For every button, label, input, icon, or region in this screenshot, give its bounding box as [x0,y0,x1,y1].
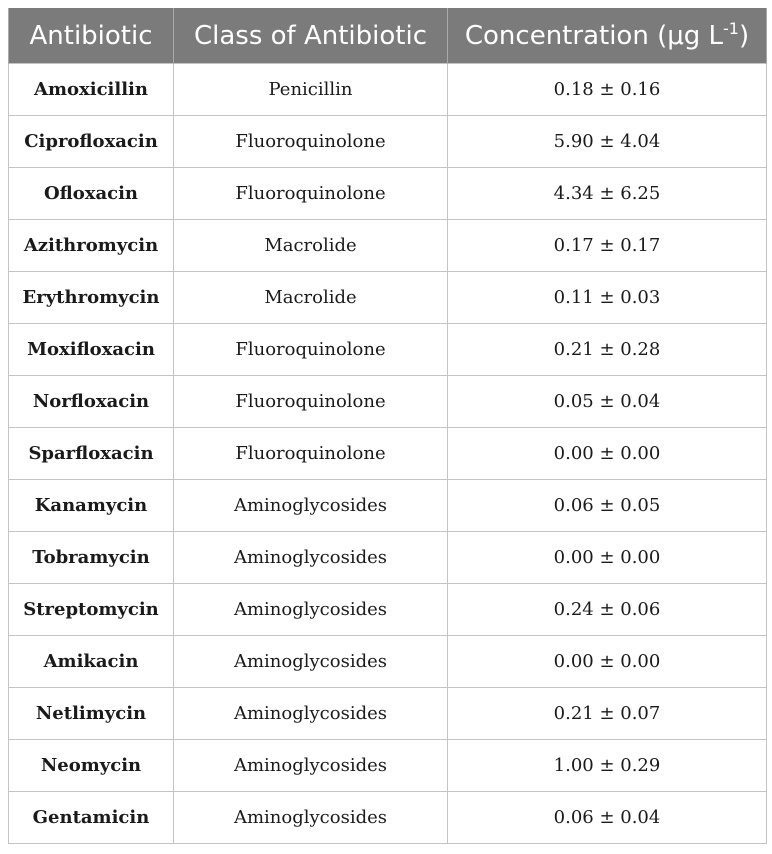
cell-class: Aminoglycosides [174,584,448,636]
cell-class: Aminoglycosides [174,740,448,792]
table-row [9,792,767,844]
cell-antibiotic: Moxifloxacin [9,324,174,376]
cell-antibiotic: Amoxicillin [9,64,174,116]
cell-class: Fluoroquinolone [174,116,448,168]
cell-concentration: 0.00 ± 0.00 [448,532,767,584]
table-row [9,428,767,480]
cell-concentration: 5.90 ± 4.04 [448,116,767,168]
header-class: Class of Antibiotic [174,8,448,64]
cell-class: Penicillin [174,64,448,116]
cell-antibiotic: Tobramycin [9,532,174,584]
cell-concentration: 0.06 ± 0.04 [448,792,767,844]
table-row [9,376,767,428]
table-row [9,116,767,168]
cell-antibiotic: Ofloxacin [9,168,174,220]
antibiotic-table [8,8,767,844]
cell-class: Fluoroquinolone [174,324,448,376]
table-row [9,480,767,532]
table-row [9,168,767,220]
cell-concentration: 0.17 ± 0.17 [448,220,767,272]
cell-antibiotic: Netlimycin [9,688,174,740]
table-header-row [9,8,767,64]
cell-class: Macrolide [174,220,448,272]
cell-antibiotic: Streptomycin [9,584,174,636]
cell-concentration: 0.05 ± 0.04 [448,376,767,428]
cell-concentration: 0.21 ± 0.07 [448,688,767,740]
table-row [9,688,767,740]
cell-class: Aminoglycosides [174,480,448,532]
table-row [9,636,767,688]
header-concentration-text: Concentration (μg L [464,20,724,51]
cell-concentration: 0.00 ± 0.00 [448,428,767,480]
cell-concentration: 0.06 ± 0.05 [448,480,767,532]
cell-concentration: 0.21 ± 0.28 [448,324,767,376]
cell-class: Aminoglycosides [174,688,448,740]
cell-class: Fluoroquinolone [174,376,448,428]
antibiotic-table-container [8,8,766,844]
table-row [9,740,767,792]
table-body [9,64,767,844]
cell-antibiotic: Amikacin [9,636,174,688]
cell-concentration: 0.00 ± 0.00 [448,636,767,688]
cell-class: Aminoglycosides [174,532,448,584]
cell-class: Aminoglycosides [174,636,448,688]
table-row [9,324,767,376]
cell-antibiotic: Erythromycin [9,272,174,324]
table-row [9,532,767,584]
table-row [9,64,767,116]
header-concentration-superscript: -1 [723,18,739,38]
cell-concentration: 1.00 ± 0.29 [448,740,767,792]
cell-antibiotic: Gentamicin [9,792,174,844]
cell-class: Fluoroquinolone [174,428,448,480]
table-row [9,220,767,272]
header-concentration [448,8,767,64]
cell-antibiotic: Azithromycin [9,220,174,272]
cell-concentration: 4.34 ± 6.25 [448,168,767,220]
cell-antibiotic: Sparfloxacin [9,428,174,480]
header-antibiotic: Antibiotic [9,8,174,64]
cell-antibiotic: Ciprofloxacin [9,116,174,168]
cell-concentration: 0.18 ± 0.16 [448,64,767,116]
cell-class: Fluoroquinolone [174,168,448,220]
cell-antibiotic: Norfloxacin [9,376,174,428]
cell-class: Macrolide [174,272,448,324]
cell-antibiotic: Neomycin [9,740,174,792]
cell-antibiotic: Kanamycin [9,480,174,532]
cell-concentration: 0.24 ± 0.06 [448,584,767,636]
cell-class: Aminoglycosides [174,792,448,844]
header-concentration-close: ) [738,20,750,51]
table-row [9,584,767,636]
table-row [9,272,767,324]
cell-concentration: 0.11 ± 0.03 [448,272,767,324]
